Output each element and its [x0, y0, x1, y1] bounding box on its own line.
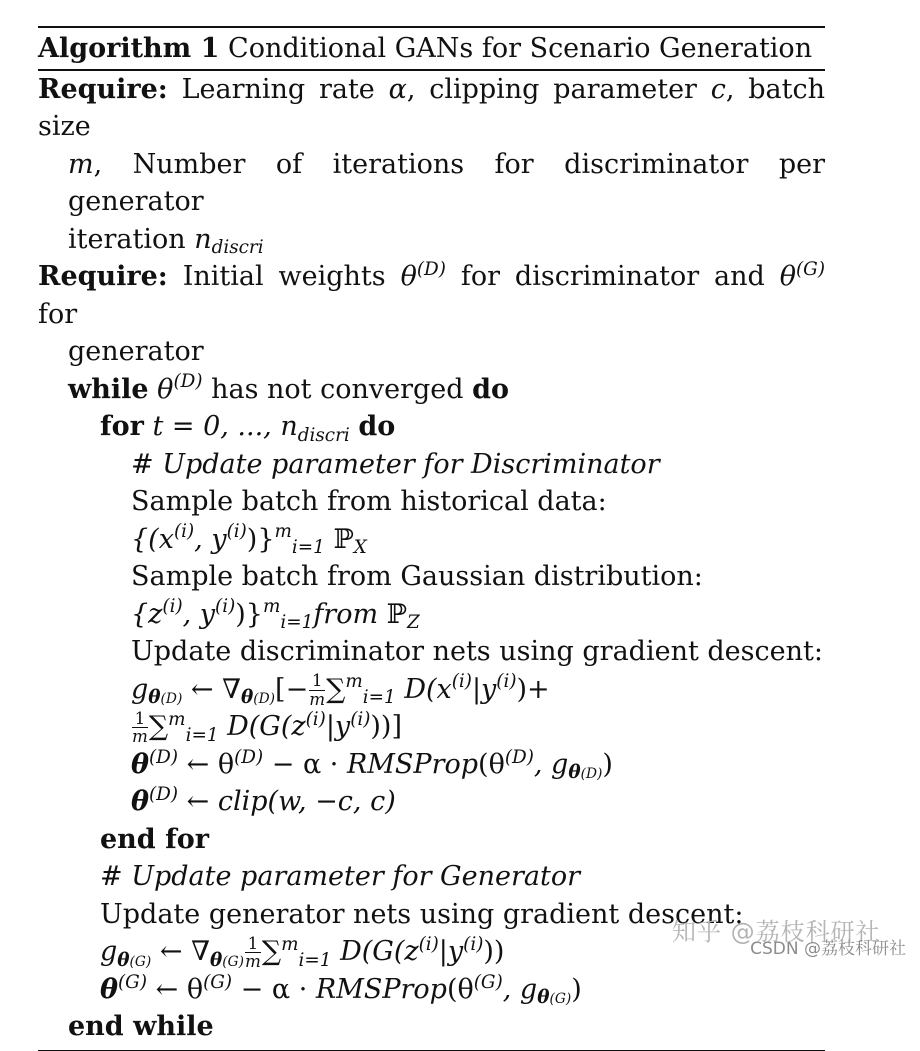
clip-line — [38, 783, 825, 821]
require1-text-5: iteration — [68, 223, 186, 255]
require-line-2 — [38, 258, 825, 333]
alpha-symbol: α — [388, 73, 407, 105]
gen-frac — [244, 932, 261, 972]
require2-text-4: generator — [68, 336, 204, 367]
require1-text-2: , clipping parameter — [406, 73, 697, 105]
d-g-close: ))] — [370, 711, 402, 743]
comment-discriminator: # Update parameter for Discriminator — [131, 448, 660, 480]
gauss-sup-y: (i) — [215, 596, 236, 618]
rms-d-g-sub-d: (D) — [580, 766, 603, 783]
grad-arrow: ← — [190, 673, 214, 705]
for-n-sub: discri — [297, 424, 350, 446]
require-keyword-2: Require: — [38, 261, 168, 292]
algorithm-title-text: Conditional GANs for Scenario Generation — [228, 33, 813, 64]
rms-g-rhs-sup: (G) — [203, 971, 233, 993]
while-condition: has not converged — [211, 373, 464, 405]
zhihu-watermark: 知乎 @荔枝科研社 — [672, 918, 881, 946]
gen-z-sup: (i) — [418, 934, 439, 956]
n-symbol: n — [194, 223, 212, 255]
nabla-symbol: ∇ — [222, 673, 241, 705]
rms-d-open: (θ — [478, 748, 505, 780]
algorithm-block — [38, 26, 825, 1051]
rms-d-fn: RMSProp — [346, 748, 479, 780]
gen-arrow: ← — [159, 936, 183, 968]
while-keyword: while — [68, 373, 149, 405]
nabla-sub-theta: θ — [241, 687, 254, 708]
gauss-sub: i=1 — [280, 612, 314, 633]
c-symbol: c — [710, 73, 726, 105]
rms-d-comma: , g — [533, 748, 569, 780]
clip-lhs: θ — [131, 786, 150, 818]
while-theta-symbol: θ — [157, 373, 174, 405]
grad-g-sub — [148, 687, 182, 708]
gen-nabla: ∇ — [191, 936, 210, 968]
rms-d-lhs: θ — [131, 748, 150, 780]
gauss-sup-z: (i) — [162, 596, 183, 618]
hist-sub: i=1 — [291, 537, 325, 558]
sum2-sup: m — [168, 708, 186, 730]
rms-g-arg-sup: (G) — [473, 971, 503, 993]
nabla-sub — [241, 687, 275, 708]
require1-text-3: , batch size — [38, 73, 825, 142]
d-g-y-sup: (i) — [350, 708, 371, 730]
update-generator: Update generator nets using gradient descent: — [100, 898, 744, 930]
gen-d-of-g: D(G(z — [340, 936, 419, 968]
for-range: t = 0, ..., — [152, 411, 281, 442]
sup-g: (G) — [796, 258, 826, 280]
d-of-x: D(x — [404, 673, 452, 705]
require2-text-3: for — [38, 298, 78, 330]
d-of-g: D(G(z — [227, 711, 306, 743]
require-line-1b — [38, 146, 825, 221]
sup-d: (D) — [416, 258, 446, 280]
gen-nabla-sub-theta: θ — [209, 949, 223, 971]
frac-den: m — [309, 688, 326, 709]
gen-g-sub — [117, 950, 151, 971]
d-plus: )+ — [516, 673, 550, 705]
sum-sub: i=1 — [362, 687, 396, 708]
gen-frac-den: m — [244, 951, 261, 972]
rms-g-g-sub-theta: θ — [537, 987, 550, 1009]
do-keyword: do — [472, 373, 510, 405]
rms-g-minus: − α · — [240, 973, 316, 1005]
grad-g: g — [131, 673, 149, 705]
frac-1-m-2 — [132, 707, 148, 747]
gaussian-set — [38, 596, 825, 634]
require1-text: Learning rate — [181, 73, 375, 105]
for-line — [38, 408, 825, 446]
sum2-sub: i=1 — [185, 724, 219, 746]
gen-sum-sub: i=1 — [298, 949, 332, 971]
for-keyword: for — [100, 411, 144, 442]
update-discriminator: Update discriminator nets using gradient descent: — [131, 636, 823, 667]
frac-num: 1 — [309, 672, 325, 691]
require-line-2b — [38, 333, 825, 371]
theta-d — [400, 258, 446, 292]
rmsprop-gen-line — [38, 971, 825, 1009]
csdn-watermark: CSDN @荔枝科研社 — [750, 939, 906, 959]
rms-d-rhs-sup: (D) — [234, 746, 264, 768]
d-bar-y: |y — [471, 673, 497, 705]
sum-symbol: ∑ — [326, 673, 346, 705]
nabla-sub-d: (D) — [253, 691, 276, 707]
gen-sum: ∑ — [261, 936, 282, 968]
rms-g-lhs-sup: (G) — [118, 971, 148, 993]
rmsprop-disc-line — [38, 746, 825, 784]
rms-g-g-sub-g: (G) — [549, 991, 572, 1008]
while-sup-d: (D) — [173, 371, 203, 393]
gauss-mid: , y — [182, 598, 216, 630]
hist-P-sub: X — [353, 537, 367, 558]
d-g-z-sup: (i) — [305, 708, 326, 730]
comment-generator: # Update parameter for Generator — [100, 861, 580, 893]
hist-close: )} — [246, 523, 275, 555]
d-g-bar-y: |y — [325, 711, 351, 743]
frac2-den: m — [132, 726, 148, 747]
rms-d-g-sub — [568, 762, 602, 783]
sum-sup: m — [345, 671, 363, 693]
for-do-keyword: do — [358, 411, 396, 442]
sample-historical: Sample batch from historical data: — [131, 486, 607, 517]
algorithm-title — [38, 28, 825, 69]
require2-text-2: for discriminator and — [460, 261, 765, 292]
gen-close: )) — [483, 936, 505, 968]
gradient-disc-line-1 — [38, 671, 825, 709]
gen-frac-num: 1 — [245, 935, 261, 954]
rms-g-fn: RMSProp — [315, 973, 447, 1005]
gen-g: g — [100, 936, 118, 968]
gen-sum-sup: m — [281, 934, 299, 956]
rms-d-lhs-sup: (D) — [149, 746, 179, 768]
rms-d-arrow: ← θ — [186, 748, 235, 780]
rms-d-arg-sup: (D) — [504, 746, 534, 768]
require-line-1c — [38, 221, 825, 259]
for-n: n — [280, 411, 298, 442]
hist-sup-x: (i) — [173, 521, 195, 543]
gen-g-sub-theta: θ — [117, 949, 130, 971]
frac2-num: 1 — [132, 710, 148, 729]
clip-expr: clip(w, −c, c) — [217, 786, 396, 818]
gauss-sup-m: m — [262, 596, 281, 618]
theta-symbol-g: θ — [779, 261, 797, 292]
gen-y-sup: (i) — [463, 934, 484, 956]
hist-sup-m: m — [274, 521, 292, 543]
theta-symbol: θ — [400, 261, 417, 292]
end-while: end while — [68, 1011, 214, 1043]
gen-g-sub-g: (G) — [129, 953, 152, 970]
d-x-sup: (i) — [451, 671, 472, 693]
historical-set — [38, 521, 825, 559]
n-subscript: discri — [211, 237, 264, 258]
grad-g-sub-theta: θ — [148, 687, 161, 708]
gen-nabla-sub-g: (G) — [222, 953, 244, 970]
gauss-from: from — [313, 598, 379, 630]
require1-text-4: , Number of iterations for discriminator per generator — [68, 148, 825, 217]
frac-1-m — [309, 669, 326, 709]
end-for: end for — [100, 823, 209, 855]
watermark — [672, 912, 912, 962]
rms-d-g-sub-theta: θ — [568, 762, 581, 784]
require-line-1 — [38, 71, 825, 146]
require-keyword: Require: — [38, 73, 168, 105]
gen-bar-y: |y — [438, 936, 464, 968]
rms-g-close: ) — [571, 973, 582, 1005]
d-y-sup: (i) — [496, 671, 517, 693]
require2-text: Initial weights — [182, 261, 386, 292]
rms-d-close: ) — [602, 748, 613, 780]
while-line — [38, 371, 825, 409]
sample-gaussian: Sample batch from Gaussian distribution: — [131, 561, 703, 592]
grad-open: [− — [275, 673, 309, 705]
hist-sup-y: (i) — [226, 521, 247, 543]
rms-g-lhs: θ — [100, 973, 119, 1005]
gen-nabla-sub — [210, 950, 244, 971]
clip-sup: (D) — [149, 784, 179, 806]
hist-P: ℙ — [333, 523, 354, 555]
while-theta — [157, 371, 203, 405]
gauss-close: )} — [235, 598, 263, 630]
gradient-disc-line-2 — [38, 708, 825, 746]
m-symbol: m — [68, 148, 94, 180]
rms-g-g-sub — [537, 987, 571, 1008]
rms-g-comma: , g — [502, 973, 538, 1005]
sum2-symbol: ∑ — [148, 711, 169, 743]
rms-g-open: (θ — [446, 973, 474, 1005]
gauss-P: ℙ — [386, 598, 407, 630]
gauss-P-sub: Z — [406, 612, 420, 633]
theta-g — [779, 258, 826, 292]
rms-g-arrow: ← θ — [155, 973, 204, 1005]
rms-d-minus: − α · — [271, 748, 347, 780]
hist-mid: , y — [194, 523, 227, 555]
algorithm-label: Algorithm 1 — [38, 33, 220, 64]
gauss-open: {z — [131, 598, 163, 630]
clip-arrow: ← — [186, 786, 210, 818]
hist-open: {(x — [131, 523, 174, 555]
grad-g-sub-d: (D) — [160, 691, 183, 707]
